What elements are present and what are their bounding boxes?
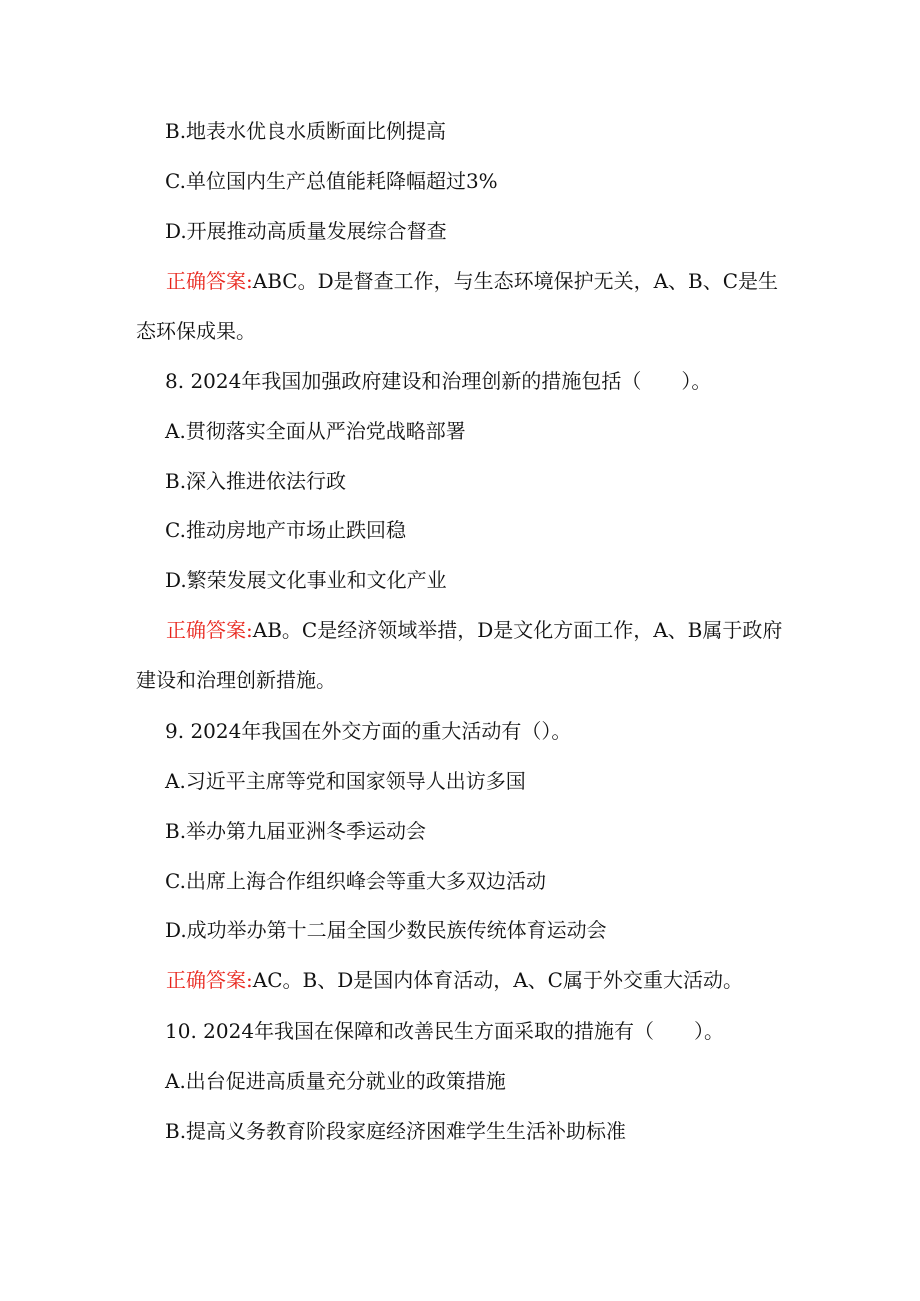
q7-answer bbox=[136, 256, 796, 356]
q10-option-b: B.提高义务教育阶段家庭经济困难学生生活补助标准 bbox=[165, 1119, 627, 1143]
q9-option-d: D.成功举办第十二届全国少数民族传统体育运动会 bbox=[165, 918, 607, 942]
q7-option-c: C.单位国内生产总值能耗降幅超过3% bbox=[165, 169, 498, 193]
answer-label: 正确答案: bbox=[166, 269, 253, 293]
q8-option-c: C.推动房地产市场止跌回稳 bbox=[165, 518, 406, 542]
answer-label: 正确答案: bbox=[166, 968, 253, 992]
q7-option-d: D.开展推动高质量发展综合督查 bbox=[165, 219, 447, 243]
q9-option-b: B.举办第九届亚洲冬季运动会 bbox=[165, 819, 427, 843]
q10-option-a: A.出台促进高质量充分就业的政策措施 bbox=[165, 1069, 506, 1093]
answer-label: 正确答案: bbox=[166, 618, 253, 642]
q9-option-c: C.出席上海合作组织峰会等重大多双边活动 bbox=[165, 869, 546, 893]
answer-explanation: AB。C是经济领域举措，D是文化方面工作，A、B属于政府建设和治理创新措施。 bbox=[136, 618, 783, 692]
q9-answer bbox=[136, 955, 796, 1005]
q8-option-d: D.繁荣发展文化事业和文化产业 bbox=[165, 568, 447, 592]
answer-explanation: AC。B、D是国内体育活动，A、C属于外交重大活动。 bbox=[252, 968, 743, 992]
q8-answer bbox=[136, 605, 796, 705]
q7-option-b: B.地表水优良水质断面比例提高 bbox=[165, 119, 447, 143]
q9-question: 9. 2024年我国在外交方面的重大活动有（）。 bbox=[165, 719, 572, 743]
q10-question: 10. 2024年我国在保障和改善民生方面采取的措施有（ ）。 bbox=[165, 1019, 725, 1043]
answer-explanation: ABC。D是督查工作，与生态环境保护无关，A、B、C是生态环保成果。 bbox=[136, 269, 779, 343]
q8-option-b: B.深入推进依法行政 bbox=[165, 469, 347, 493]
q8-question: 8. 2024年我国加强政府建设和治理创新的措施包括（ ）。 bbox=[165, 369, 712, 393]
q8-option-a: A.贯彻落实全面从严治党战略部署 bbox=[165, 419, 466, 443]
q9-option-a: A.习近平主席等党和国家领导人出访多国 bbox=[165, 769, 526, 793]
